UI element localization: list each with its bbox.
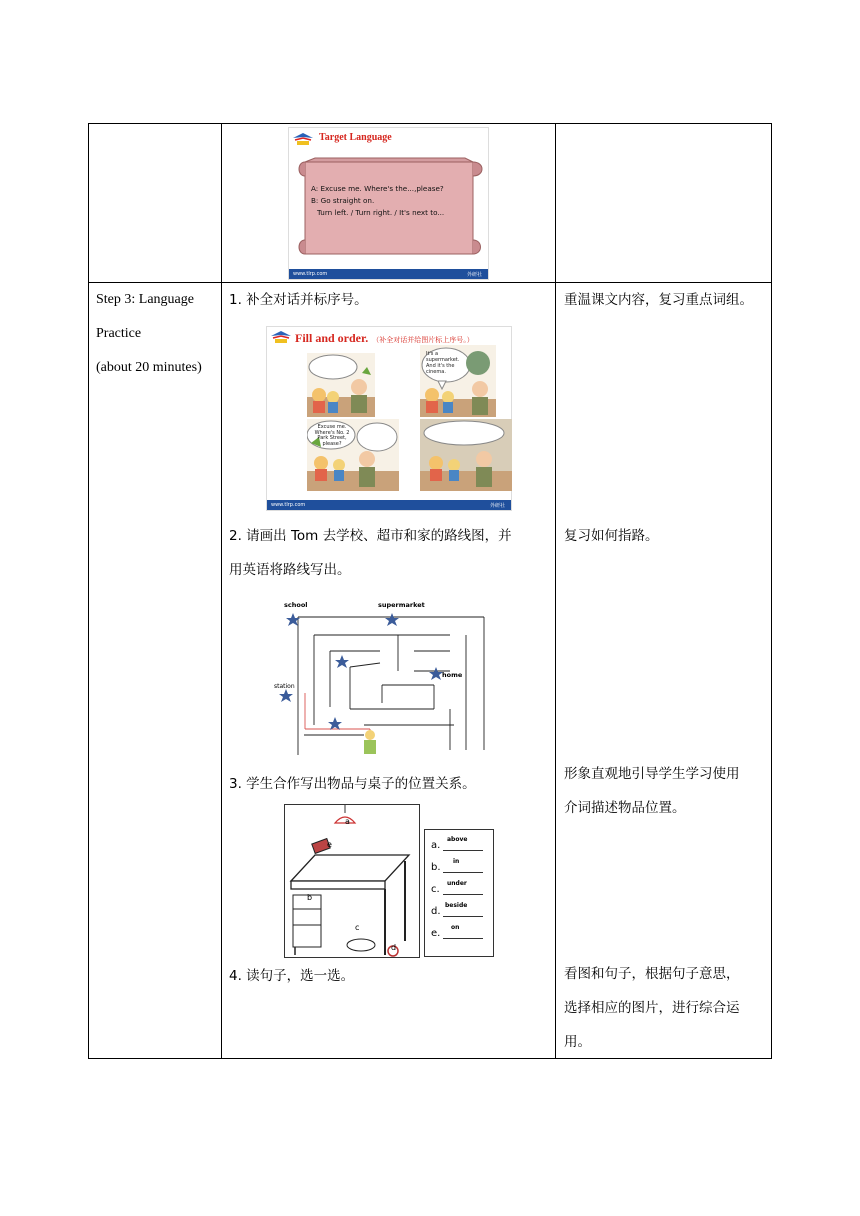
answer-row <box>431 924 491 946</box>
note-4 <box>564 957 740 1059</box>
footer-brand: 外研社 <box>489 503 505 509</box>
desk-label-d: d <box>391 943 397 952</box>
publisher-logo <box>292 132 314 146</box>
note-3-line1: 形象直观地引导学生学习使用 <box>564 766 740 782</box>
target-language-slide <box>288 127 489 280</box>
route-map <box>274 601 492 759</box>
comic-panel-1 <box>307 353 375 417</box>
desk-label-c: c <box>355 923 360 932</box>
table-border-left <box>88 123 89 1059</box>
answer-word: under <box>447 880 467 887</box>
map-label-school: school <box>284 601 308 609</box>
slide-footer <box>267 500 511 510</box>
note-2: 复习如何指路。 <box>564 528 659 544</box>
note-4-line2: 选择相应的图片，进行综合运 <box>564 1000 740 1016</box>
table-border-right <box>771 123 772 1059</box>
fill-and-order-slide <box>266 326 512 511</box>
dialogue-line-a: A: Excuse me. Where's the...,please? <box>311 184 444 193</box>
activity-2 <box>229 519 512 587</box>
footer-brand: 外研社 <box>466 272 482 278</box>
answer-letter: d. <box>431 906 441 917</box>
publisher-logo <box>270 330 292 344</box>
step-subtitle: Practice <box>96 326 142 341</box>
desk-label-a: a <box>345 817 350 826</box>
map-label-home: home <box>442 671 463 679</box>
answer-list <box>424 829 494 957</box>
answer-word: on <box>451 924 460 931</box>
answer-word: in <box>453 858 460 865</box>
step-duration: (about 20 minutes) <box>96 360 202 375</box>
map-label-station: station <box>274 683 295 690</box>
map-label-supermarket: supermarket <box>378 601 425 609</box>
lesson-table <box>88 123 772 1059</box>
slide-title: Target Language <box>319 132 392 143</box>
speech-bubble-text: Excuse me. Where's No. 2 Park Street, please? <box>314 424 350 447</box>
note-3-line2: 介词描述物品位置。 <box>564 800 686 816</box>
footer-url: www.tlrp.com <box>293 271 328 277</box>
column-divider-2 <box>555 123 556 1059</box>
desk-label-e: e <box>327 840 332 849</box>
answer-row <box>431 858 491 880</box>
answer-letter: e. <box>431 928 441 939</box>
answer-row <box>431 880 491 902</box>
slide-title: Fill and order. <box>295 331 369 345</box>
note-4-line3: 用。 <box>564 1034 591 1050</box>
column-divider-1 <box>221 123 222 1059</box>
comic-panel-2 <box>420 345 496 417</box>
note-4-line1: 看图和句子，根据句子意思， <box>564 966 740 982</box>
footer-url: www.tlrp.com <box>271 502 306 508</box>
dialogue-line-c: Turn left. / Turn right. / It's next to... <box>317 208 445 217</box>
answer-row <box>431 836 491 858</box>
slide-footer <box>289 269 488 279</box>
route-map-drawing <box>274 605 492 759</box>
activity-3: 3. 学生合作写出物品与桌子的位置关系。 <box>229 776 476 792</box>
desk-label-b: b <box>307 893 313 902</box>
note-1: 重温课文内容，复习重点词组。 <box>564 292 753 308</box>
table-border-top <box>88 123 772 124</box>
speech-bubble-text: It's a supermarket. And it's the cinema. <box>426 351 460 375</box>
answer-letter: c. <box>431 884 440 895</box>
desk-drawing <box>285 805 419 957</box>
answer-row <box>431 902 491 924</box>
note-3 <box>564 757 740 825</box>
slide-subtitle: （补全对话并给图片标上序号。） <box>372 336 474 344</box>
desk-picture <box>284 804 420 958</box>
activity-1: 1. 补全对话并标序号。 <box>229 292 368 308</box>
comic-panel-4 <box>420 419 512 491</box>
step-title: Step 3: Language <box>96 292 194 307</box>
activity-2-line1: 2. 请画出 Tom 去学校、超市和家的路线图，并 <box>229 528 512 544</box>
answer-word: beside <box>445 902 468 909</box>
activity-4: 4. 读句子，选一选。 <box>229 968 355 984</box>
answer-letter: a. <box>431 840 441 851</box>
step-label <box>96 283 202 385</box>
activity-2-line2: 用英语将路线写出。 <box>229 562 351 578</box>
comic-panel-3 <box>307 419 399 491</box>
answer-letter: b. <box>431 862 441 873</box>
dialogue-line-b: B: Go straight on. <box>311 196 375 205</box>
answer-word: above <box>447 836 468 843</box>
